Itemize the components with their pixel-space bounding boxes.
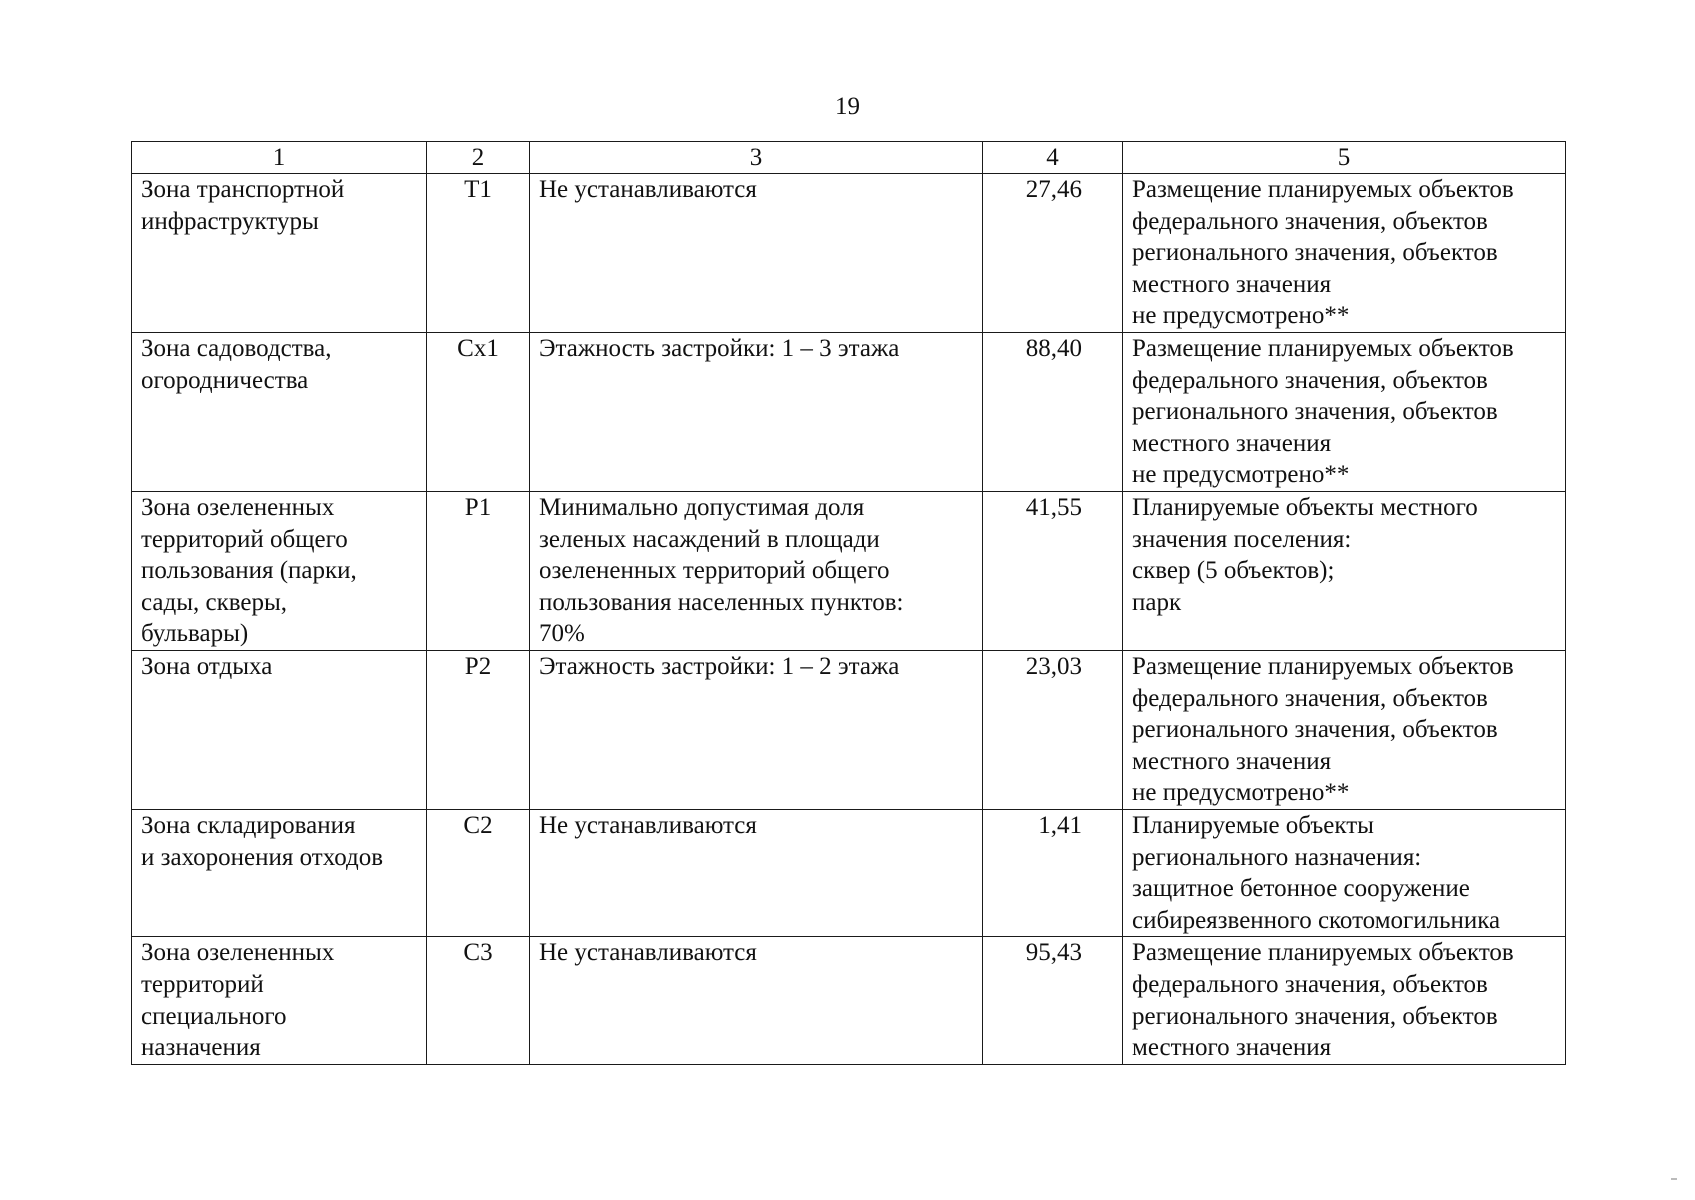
cell-line: Не устанавливаются (539, 939, 757, 967)
cell-line: Размещение планируемых объектов (1132, 176, 1514, 203)
cell-line: Не устанавливаются (539, 812, 757, 839)
objects-cell (1123, 492, 1566, 651)
cell-line: Не устанавливаются (539, 176, 757, 203)
table-row (132, 174, 1566, 333)
table-row (132, 333, 1566, 492)
scan-artifact-mark (1671, 1178, 1677, 1180)
cell-line: огородничества (141, 366, 309, 394)
zone-code-cell: Р1 (427, 492, 530, 651)
zone-code-cell: С3 (427, 937, 530, 1064)
zone-name-cell (132, 937, 427, 1064)
cell-line: Планируемые объекты местного (1132, 494, 1478, 521)
objects-cell (1123, 333, 1566, 492)
area-cell: 95,43 (983, 937, 1123, 1064)
cell-line: не предусмотрено** (1132, 302, 1350, 330)
cell-line: бульвары) (141, 620, 249, 648)
cell-line: не предусмотрено** (1132, 461, 1350, 489)
zone-name-cell (132, 651, 427, 810)
cell-line: территорий общего (141, 525, 348, 553)
cell-line: специального (141, 1002, 287, 1030)
cell-line: местного значения (1132, 747, 1332, 775)
cell-line: защитное бетонное сооружение (1132, 875, 1470, 903)
page-number: 19 (835, 93, 860, 120)
table-header-row (132, 142, 1566, 174)
zone-code-cell: Сх1 (427, 333, 530, 492)
column-header-5: 5 (1123, 142, 1566, 174)
area-cell: 27,46 (983, 174, 1123, 333)
cell-line: Зона транспортной (141, 176, 345, 203)
table-row (132, 651, 1566, 810)
cell-line: регионального значения, объектов (1132, 239, 1498, 267)
cell-line: сады, скверы, (141, 588, 288, 616)
cell-line: Этажность застройки: 1 – 2 этажа (539, 653, 900, 680)
table-row (132, 492, 1566, 651)
area-cell: 41,55 (983, 492, 1123, 651)
cell-line: регионального значения, объектов (1132, 716, 1498, 744)
cell-line: Зона озелененных (141, 939, 335, 967)
cell-line: парк (1132, 588, 1182, 616)
cell-line: местного значения (1132, 429, 1332, 457)
zone-name-cell (132, 810, 427, 937)
cell-line: сибиреязвенного скотомогильника (1132, 906, 1501, 934)
parameters-cell (530, 492, 983, 651)
cell-line: местного значения (1132, 1034, 1332, 1062)
cell-line: Размещение планируемых объектов (1132, 335, 1514, 362)
cell-line: Планируемые объекты (1132, 812, 1374, 839)
cell-line: сквер (5 объектов); (1132, 557, 1335, 585)
cell-line: Зона отдыха (141, 653, 273, 680)
cell-line: инфраструктуры (141, 207, 319, 235)
cell-line: значения поселения: (1132, 525, 1352, 553)
cell-line: федерального значения, объектов (1132, 970, 1488, 998)
column-header-4: 4 (983, 142, 1123, 174)
column-header-1: 1 (132, 142, 427, 174)
parameters-cell (530, 810, 983, 937)
parameters-cell (530, 333, 983, 492)
parameters-cell (530, 937, 983, 1064)
table-row (132, 810, 1566, 937)
cell-line: 70% (539, 620, 585, 648)
table-row (132, 937, 1566, 1064)
cell-line: зеленых насаждений в площади (539, 525, 880, 553)
cell-line: Размещение планируемых объектов (1132, 653, 1514, 680)
area-cell: 23,03 (983, 651, 1123, 810)
cell-line: Минимально допустимая доля (539, 494, 865, 521)
cell-line: пользования (парки, (141, 557, 357, 585)
cell-line: регионального назначения: (1132, 843, 1422, 871)
cell-line: не предусмотрено** (1132, 779, 1350, 807)
zone-name-cell (132, 174, 427, 333)
cell-line: регионального значения, объектов (1132, 1002, 1498, 1030)
parameters-cell (530, 174, 983, 333)
zone-name-cell (132, 492, 427, 651)
zones-table (131, 141, 1566, 1065)
cell-line: федерального значения, объектов (1132, 366, 1488, 394)
cell-line: озелененных территорий общего (539, 557, 890, 585)
cell-line: Размещение планируемых объектов (1132, 939, 1514, 967)
objects-cell (1123, 937, 1566, 1064)
zone-code-cell: С2 (427, 810, 530, 937)
cell-line: Этажность застройки: 1 – 3 этажа (539, 335, 900, 362)
parameters-cell (530, 651, 983, 810)
column-header-2: 2 (427, 142, 530, 174)
cell-line: пользования населенных пунктов: (539, 588, 904, 616)
objects-cell (1123, 174, 1566, 333)
column-header-3: 3 (530, 142, 983, 174)
cell-line: федерального значения, объектов (1132, 207, 1488, 235)
cell-line: и захоронения отходов (141, 843, 384, 871)
area-cell: 1,41 (983, 810, 1123, 937)
zone-code-cell: Т1 (427, 174, 530, 333)
objects-cell (1123, 810, 1566, 937)
cell-line: Зона складирования (141, 812, 356, 839)
area-cell: 88,40 (983, 333, 1123, 492)
cell-line: Зона озелененных (141, 494, 335, 521)
zone-code-cell: Р2 (427, 651, 530, 810)
cell-line: территорий (141, 970, 264, 998)
cell-line: федерального значения, объектов (1132, 684, 1488, 712)
cell-line: регионального значения, объектов (1132, 398, 1498, 426)
cell-line: Зона садоводства, (141, 335, 332, 362)
cell-line: местного значения (1132, 270, 1332, 298)
zone-name-cell (132, 333, 427, 492)
cell-line: назначения (141, 1034, 261, 1062)
objects-cell (1123, 651, 1566, 810)
